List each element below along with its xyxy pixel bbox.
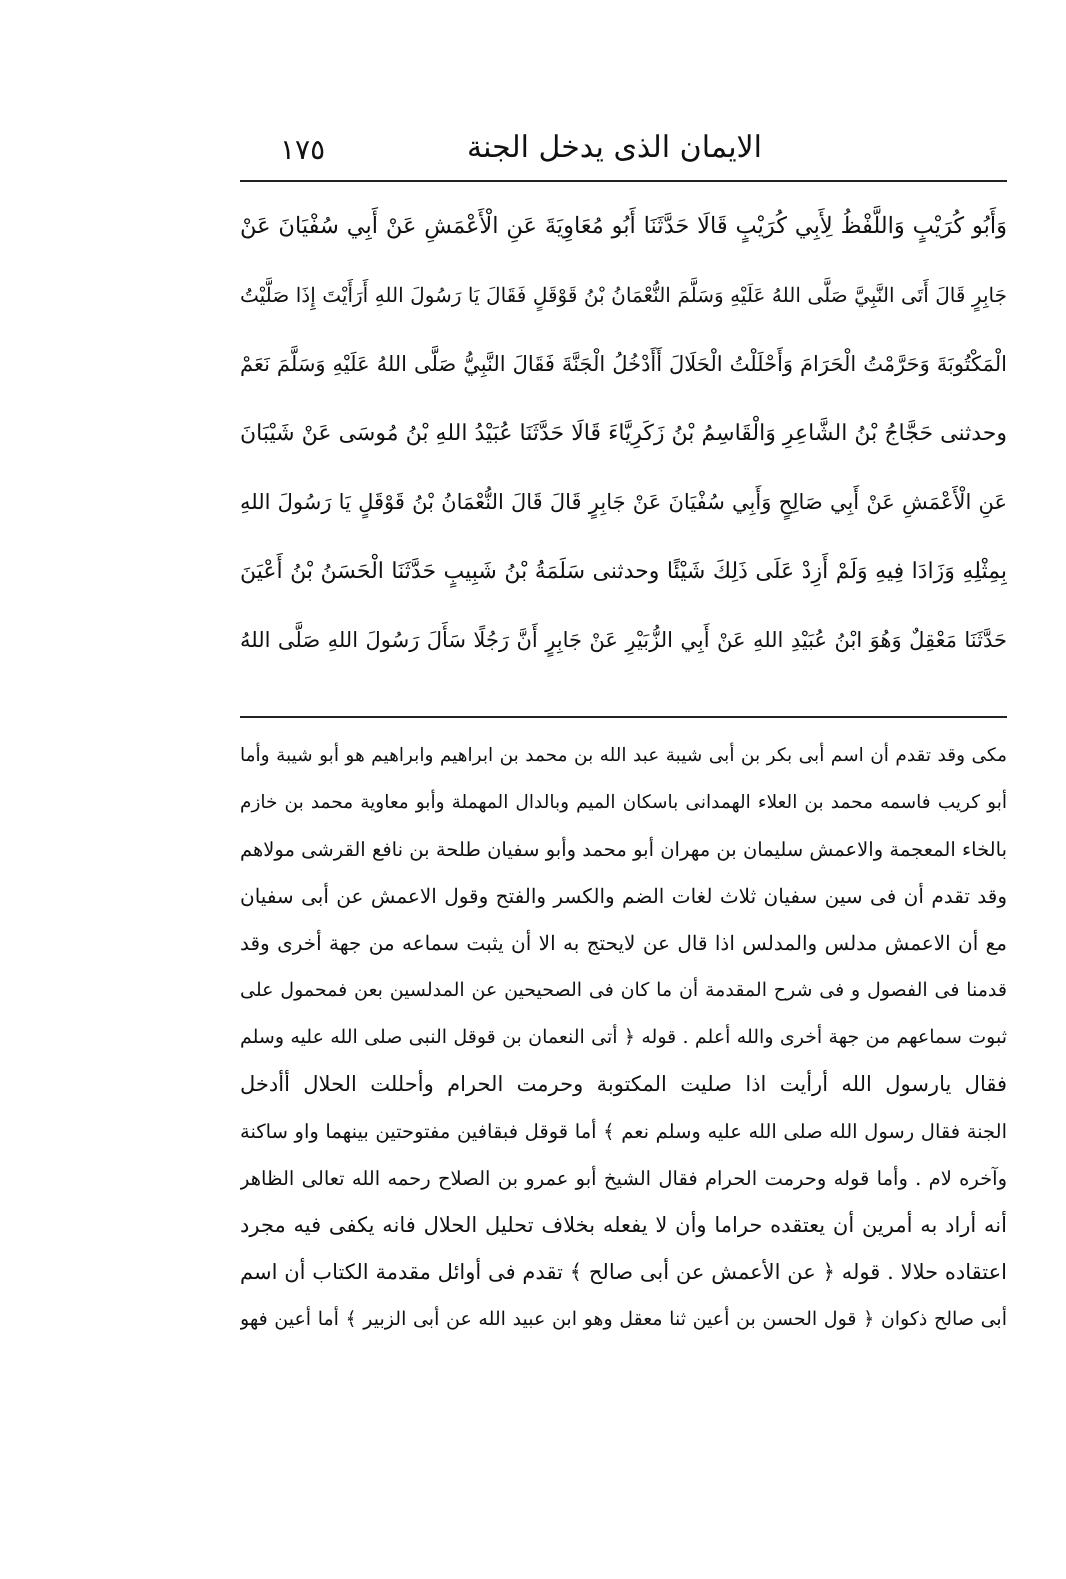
hadith-line: جَابِرٍ قَالَ أَتَى النَّبِيَّ صَلَّى اللهُ عَلَيْهِ وَسَلَّمَ النُّعْمَانُ بْنُ قَوْقَلٍ فَقَالَ يَا رَسُولَ اللهِ أَرَأَيْتَ إِذَا صَلَّيْتُ <box>240 283 1007 307</box>
commentary-line: الجنة فقال رسول الله صلى الله عليه وسلم نعم ﴾ أما قوقل فبقافين مفتوحتين بينهما واو ساكنة <box>240 1120 1007 1143</box>
commentary-line: أنه أراد به أمرين أن يعتقده حراما وأن لا يفعله بخلاف تحليل الحلال فانه يكفى فيه مجرد <box>240 1213 1007 1237</box>
commentary-line: قدمنا فى الفصول و فى شرح المقدمة أن ما كان فى الصحيحين عن المدلسين بعن فمحمول على <box>240 979 1007 1001</box>
hadith-line: وَأَبُو كُرَيْبٍ وَاللَّفْظُ لِأَبِي كُرَيْبٍ قَالَا حَدَّثَنَا أَبُو مُعَاوِيَةَ عَنِ الْأَعْمَشِ عَنْ أَبِي سُفْيَانَ عَنْ <box>240 213 1007 239</box>
commentary-line: وآخره لام . وأما قوله وحرمت الحرام فقال الشيخ أبو عمرو بن الصلاح رحمه الله تعالى الظاهر <box>240 1167 1007 1190</box>
commentary-block <box>240 732 1007 1343</box>
hadith-text-block <box>240 192 1007 675</box>
header-divider <box>240 180 1007 182</box>
commentary-divider <box>240 716 1007 718</box>
hadith-line: الْمَكْتُوبَةَ وَحَرَّمْتُ الْحَرَامَ وَأَحْلَلْتُ الْحَلَالَ أَأَدْخُلُ الْجَنَّةَ فَقَالَ النَّبِيُّ صَلَّى اللهُ عَلَيْهِ وَسَلَّمَ نَعَمْ <box>240 352 1007 376</box>
commentary-line: أبو كريب فاسمه محمد بن العلاء الهمدانى باسكان الميم وبالدال المهملة وأبو معاوية محمد بن خازم <box>240 792 1007 813</box>
commentary-line: بالخاء المعجمة والاعمش سليمان بن مهران أبو محمد وأبو سفيان طلحة بن نافع القرشى مولاهم <box>240 838 1007 861</box>
hadith-line: وحدثنى حَجَّاجُ بْنُ الشَّاعِرِ وَالْقَاسِمُ بْنُ زَكَرِيَّاءَ قَالَا حَدَّثَنَا عُبَيْدُ اللهِ بْنُ مُوسَى عَنْ شَيْبَانَ <box>240 421 1007 446</box>
running-title: الايمان الذى يدخل الجنة <box>467 130 762 165</box>
commentary-line: اعتقاده حلالا . قوله ﴿ عن الأعمش عن أبى صالح ﴾ تقدم فى أوائل مقدمة الكتاب أن اسم <box>240 1260 1007 1284</box>
commentary-line: مكى وقد تقدم أن اسم أبى بكر بن أبى شيبة عبد الله بن محمد بن ابراهيم وابراهيم هو أبو شيبة وأما <box>240 745 1007 766</box>
commentary-line: مع أن الاعمش مدلس والمدلس اذا قال عن لايحتج به الا أن يثبت سماعه من جهة أخرى وقد <box>240 931 1007 955</box>
page-number: ١٧٥ <box>280 133 326 166</box>
page-header <box>240 128 762 174</box>
commentary-line: أبى صالح ذكوان ﴿ قول الحسن بن أعين ثنا معقل وهو ابن عبيد الله عن أبى الزبير ﴾ أما أعين فهو <box>240 1308 1007 1330</box>
hadith-line: حَدَّثَنَا مَعْقِلٌ وَهُوَ ابْنُ عُبَيْدِ اللهِ عَنْ أَبِي الزُّبَيْرِ عَنْ جَابِرٍ أَنَّ رَجُلًا سَأَلَ رَسُولَ اللهِ صَلَّى اللهُ <box>240 628 1007 652</box>
commentary-line: وقد تقدم أن فى سين سفيان ثلاث لغات الضم والكسر والفتح وقول الاعمش عن أبى سفيان <box>240 884 1007 908</box>
hadith-line: عَنِ الْأَعْمَشِ عَنْ أَبِي صَالِحٍ وَأَبِي سُفْيَانَ عَنْ جَابِرٍ قَالَ قَالَ النُّعْمَانُ بْنُ قَوْقَلٍ يَا رَسُولَ اللهِ <box>240 490 1007 514</box>
hadith-line: بِمِثْلِهِ وَزَادَا فِيهِ وَلَمْ أَزِدْ عَلَى ذَلِكَ شَيْئًا وحدثنى سَلَمَةُ بْنُ شَبِيبٍ حَدَّثَنَا الْحَسَنُ بْنُ أَعْيَنَ <box>240 559 1007 584</box>
commentary-line: فقال يارسول الله أرأيت اذا صليت المكتوبة وحرمت الحرام وأحللت الحلال أأدخل <box>240 1072 1007 1096</box>
commentary-line: ثبوت سماعهم من جهة أخرى والله أعلم . قوله ﴿ أتى النعمان بن قوقل النبى صلى الله عليه وسلم <box>240 1026 1007 1048</box>
